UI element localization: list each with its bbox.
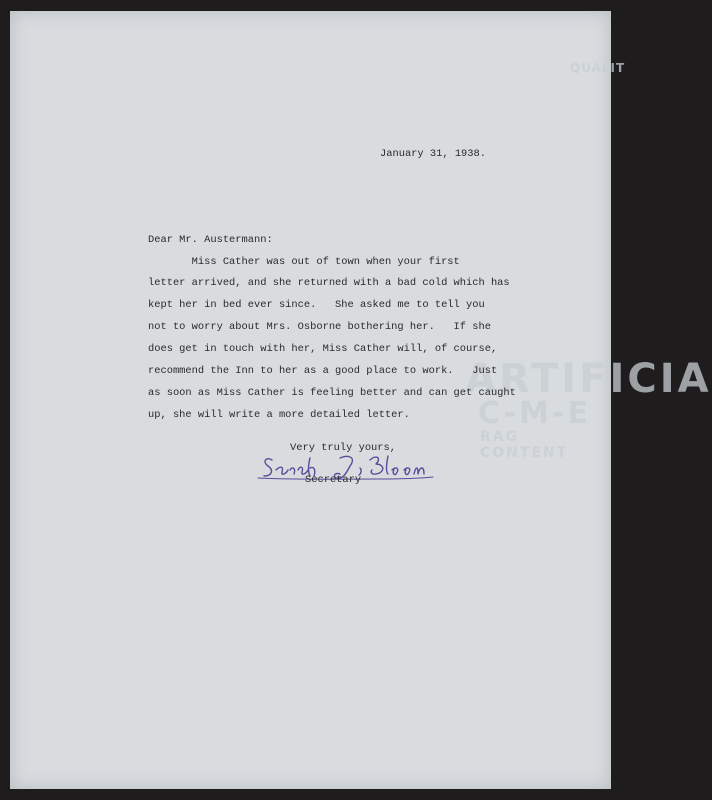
- body-line-1: Miss Cather was out of town when your first: [148, 256, 460, 268]
- signature-text: Sarah J. Bloom: [258, 448, 267, 449]
- body-line-5: does get in touch with her, Miss Cather will, of course,: [148, 343, 498, 355]
- letter-date: January 31, 1938.: [380, 148, 487, 160]
- body-line-6: recommend the Inn to her as a good place to work. Just: [148, 365, 498, 377]
- watermark-line-3: RAG CONTENT: [480, 429, 569, 461]
- letter-page: [10, 11, 712, 789]
- watermark-line-4: QUALIT: [570, 61, 626, 75]
- body-line-2: letter arrived, and she returned with a bad cold which has: [148, 277, 510, 289]
- letter-closing: Very truly yours,: [290, 442, 397, 454]
- watermark-line-1: ARTIFICIA: [465, 356, 712, 402]
- body-line-4: not to worry about Mrs. Osborne bothering her. If she: [148, 321, 491, 333]
- body-line-8: up, she will write a more detailed letter.: [148, 409, 410, 421]
- watermark-line-2: C-M-E: [478, 396, 591, 431]
- body-line-3: kept her in bed ever since. She asked me to tell you: [148, 299, 485, 311]
- letter-salutation: Dear Mr. Austermann:: [148, 234, 273, 246]
- body-line-7: as soon as Miss Cather is feeling better and can get caught: [148, 387, 516, 399]
- signer-title: Secretary: [305, 474, 362, 486]
